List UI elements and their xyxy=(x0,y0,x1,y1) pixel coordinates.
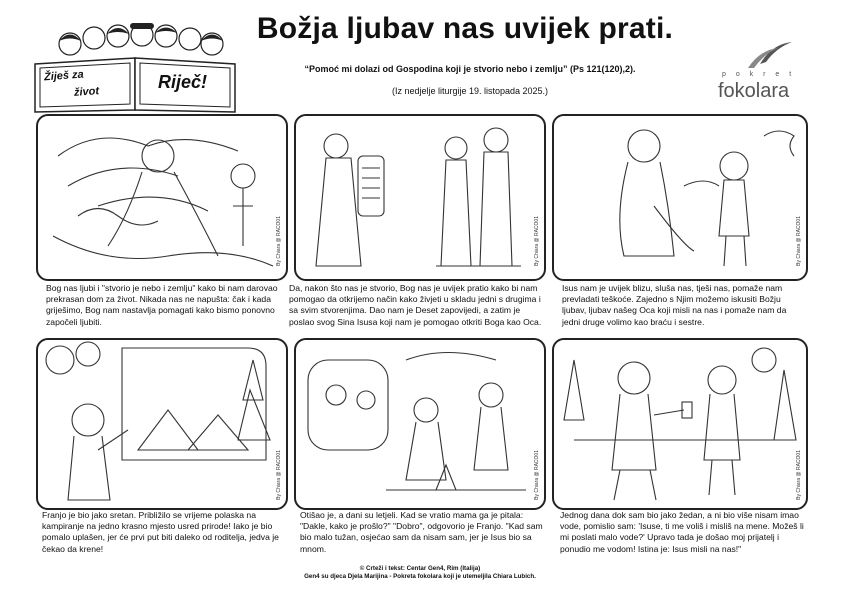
panel-3-caption: Isus nam je uvijek blizu, sluša nas, tješi nas, pomaže nam prevladati teškoće. Zajedno s Njim možemo iskusiti Božju ljubav, ljubav našeg Oca koji misli na nas i pomaže nam da jedni druge volimo kao braću i sestre. xyxy=(562,283,787,327)
panel-2-illustration xyxy=(294,114,546,281)
panel-1-illustration xyxy=(36,114,288,281)
panel-4-illustration xyxy=(36,338,288,510)
logo-subtitle: p o k r e t xyxy=(722,71,796,78)
banner-left-text-line2: život xyxy=(73,85,100,99)
footer-credits-line2: Gen4 su djeca Djela Marijina - Pokreta fokolara koji je utemeljila Chiara Lubich. xyxy=(304,573,536,580)
page-title: Božja ljubav nas uvijek prati. xyxy=(256,12,674,45)
panel-3-illustration xyxy=(552,114,808,281)
logo-name: fokolara xyxy=(718,80,790,102)
banner-right-text: Riječ! xyxy=(158,72,208,92)
panel-6-credit: By Chiara @ RACO01 xyxy=(796,450,802,500)
panel-2-credit: By Chiara @ RACO01 xyxy=(534,216,540,266)
scripture-quote: “Pomoć mi dolazi od Gospodina koji je stvorio nebo i zemlju” (Ps 121(120),2). xyxy=(304,64,636,74)
comic-banner-illustration xyxy=(30,14,245,114)
panel-6-caption: Jednog dana dok sam bio jako žedan, a ni bio više nisam imao vode, pomislio sam: 'Isuse, ti me voliš i misliš na mene. Možeš li mi poslati malo vode?' Upravo tada je došao moj prijatelj i ponudio me vodom! Istina je: Isus misli na nas!" xyxy=(560,510,804,554)
panel-1-caption: Bog nas ljubi i "stvorio je nebo i zemlju" kako bi nam darovao prekrasan dom za život. Nikada nas ne napušta: čak i kada griješimo, Bog nam nastavlja pomagati kako bismo ponovno započeli ljubiti. xyxy=(46,283,278,327)
panel-5-credit: By Chiara @ RACO01 xyxy=(534,450,540,500)
panel-4-caption: Franjo je bio jako sretan. Približilo se vrijeme polaska na kampiranje na jedno krasno mjesto usred prirode! Iako je bio pomalo uplašen, jer će prvi put biti daleko od roditelja, jedva je čekao da krene! xyxy=(42,510,279,554)
footer-credits-line1: © Crteži i tekst: Centar Gen4, Rim (Italija) xyxy=(359,565,481,572)
panel-1-credit: By Chiara @ RACO01 xyxy=(276,216,282,266)
panel-5-caption: Otišao je, a dani su letjeli. Kad se vratio mama ga je pitala: "Dakle, kako je prošlo?" "Dobro", odgovorio je Franjo. "Kad sam bio malo tužan, osjećao sam da nisam sam, jer je Isus bio sa mnom. xyxy=(300,510,543,554)
panel-5-illustration xyxy=(294,338,546,510)
panel-6-illustration xyxy=(552,338,808,510)
date-line: (Iz nedjelje liturgije 19. listopada 2025.) xyxy=(391,86,549,96)
panel-2-caption: Da, nakon što nas je stvorio, Bog nas je uvijek pratio kako bi nam pomogao da otkrijemo način kako živjeti u skladu jedni s drugima i sa svim stvorenjima. Dao nam je Deset zapovijedi, a zatim je poslao svog Sina Isusa koji nam je pomogao otkriti Boga kao Oca. xyxy=(289,283,542,327)
banner-left-text-line1: Žiješ za xyxy=(43,68,85,84)
panel-4-credit: By Chiara @ RACO01 xyxy=(276,450,282,500)
panel-3-credit: By Chiara @ RACO01 xyxy=(796,216,802,266)
